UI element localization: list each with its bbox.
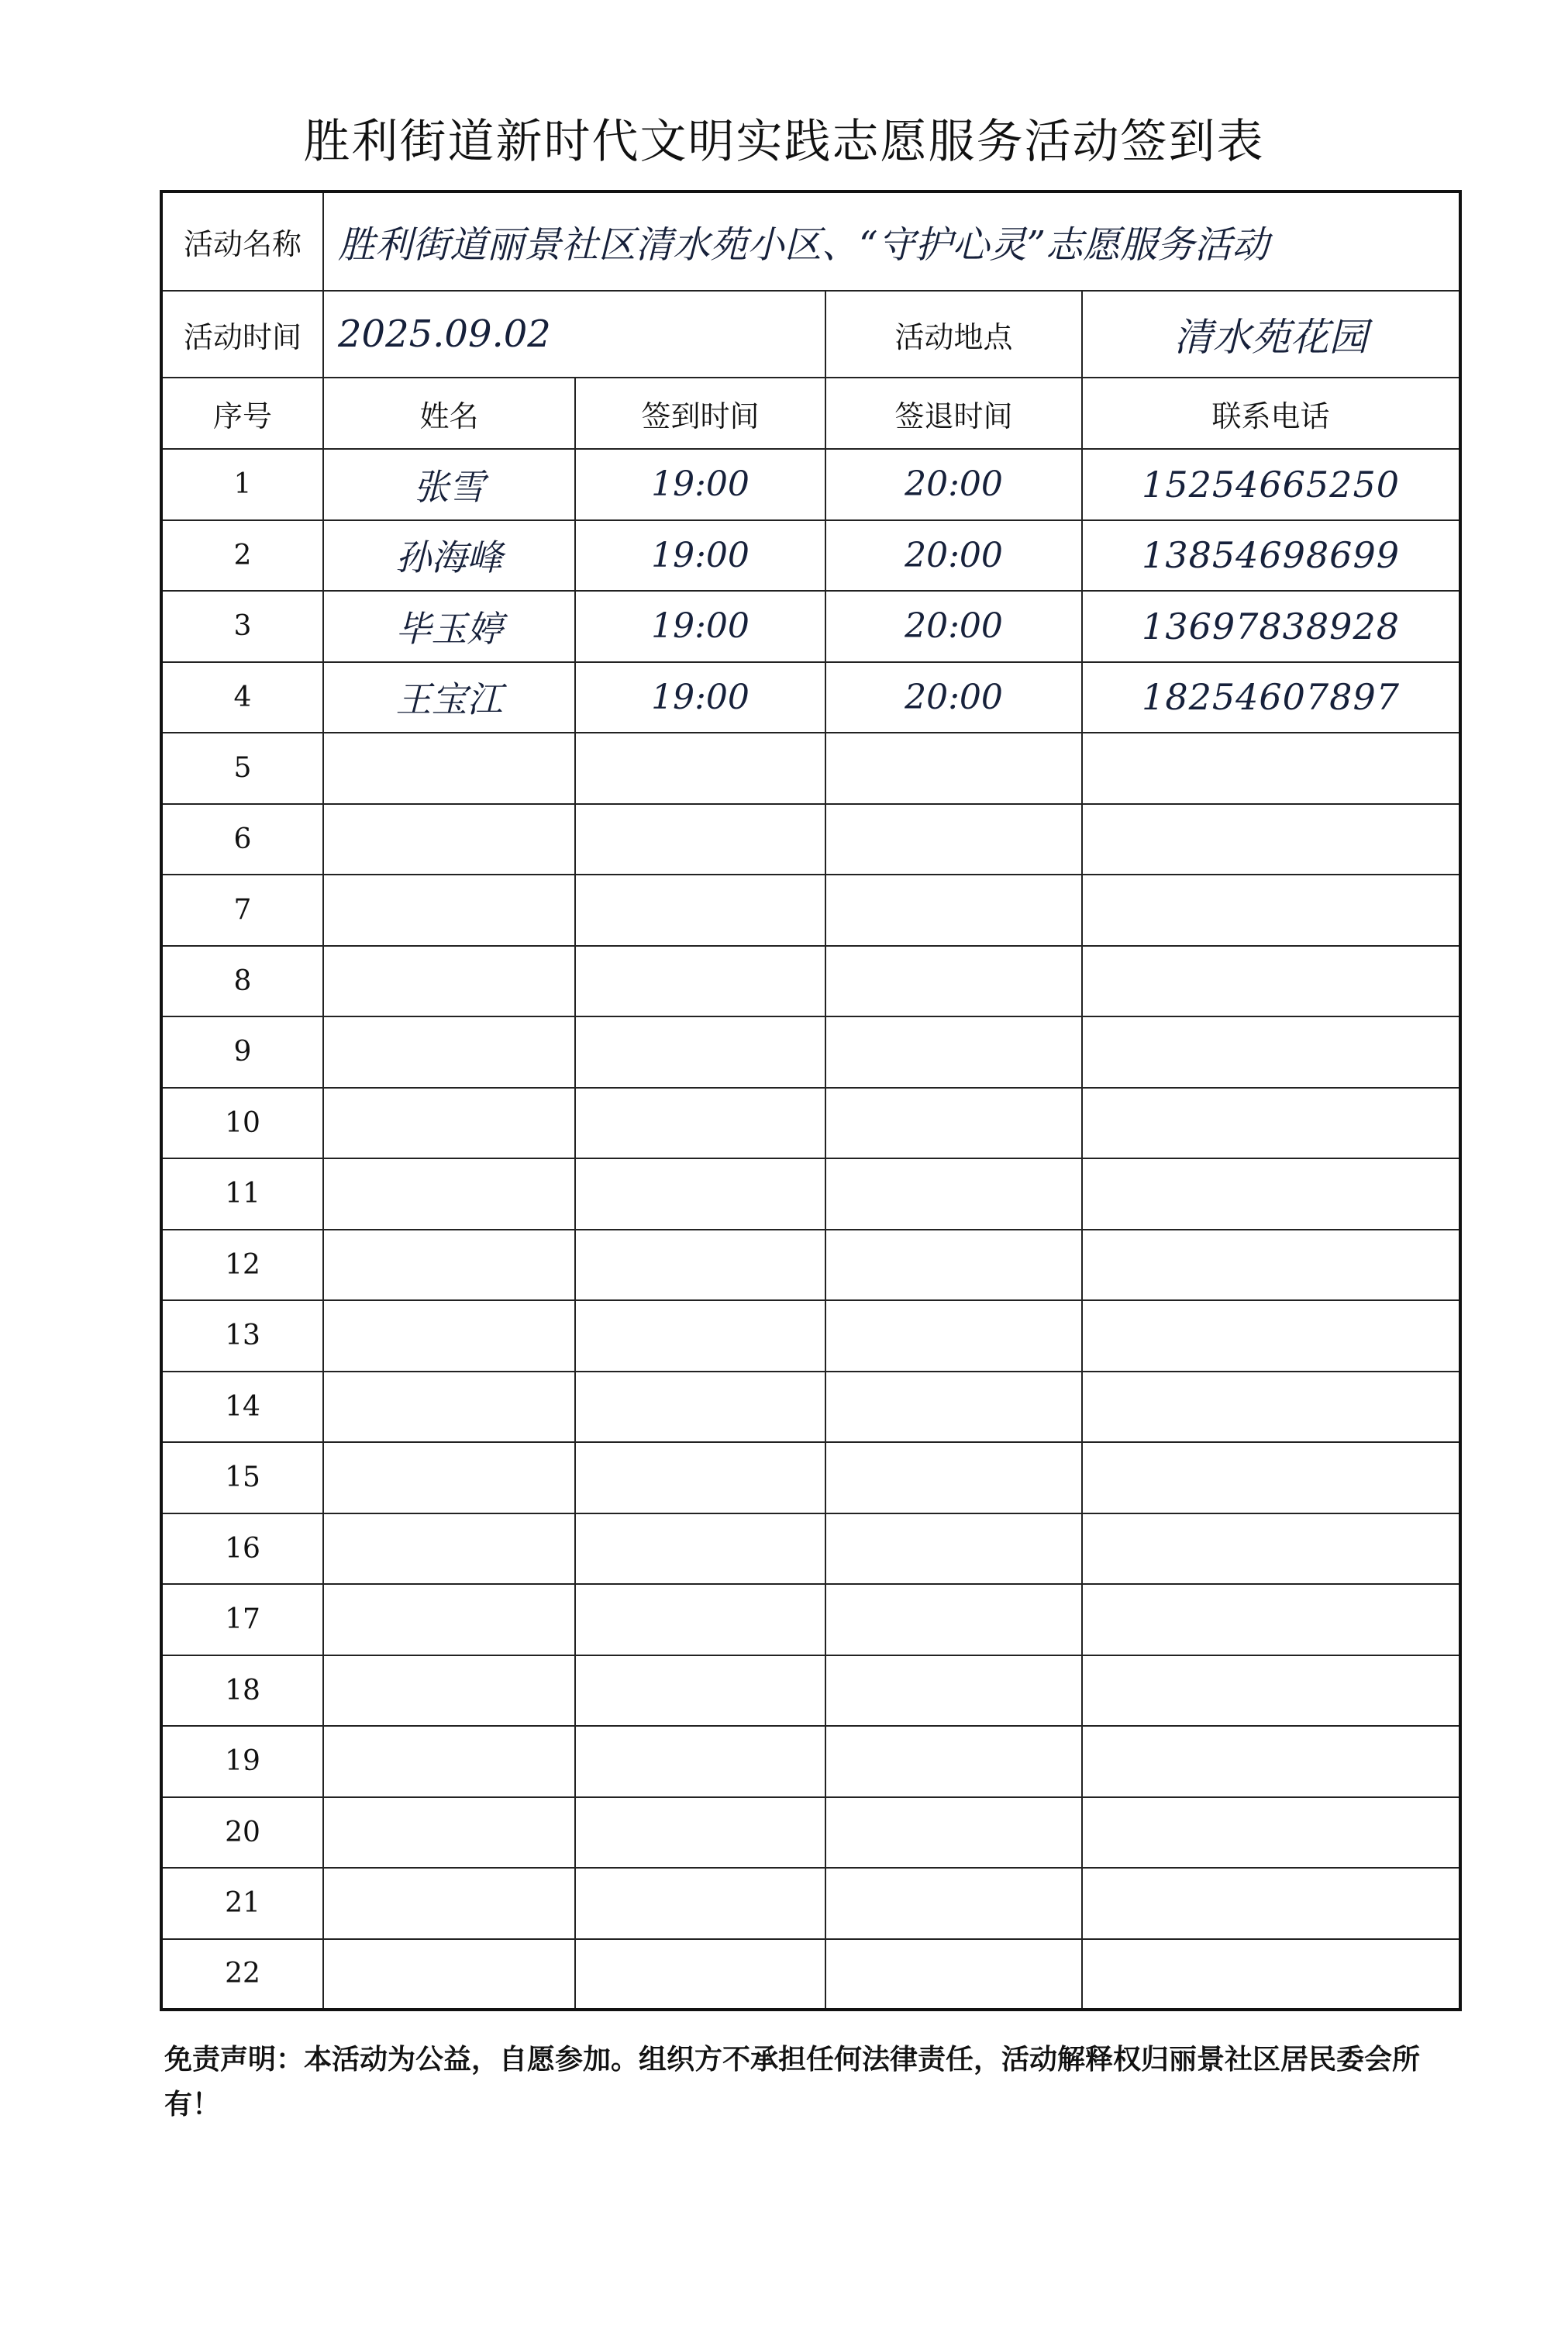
- row-number: 20: [161, 1797, 323, 1869]
- table-row: [161, 1016, 1460, 1088]
- row-checkin-time: [575, 1158, 825, 1230]
- row-name: [323, 946, 575, 1017]
- row-checkin-time: [575, 1513, 825, 1585]
- table-row: [161, 804, 1460, 875]
- table-row: [161, 946, 1460, 1017]
- row-checkout-time: [825, 1442, 1082, 1513]
- table-row: [161, 1868, 1460, 1939]
- row-name: [323, 1230, 575, 1301]
- col-checkin-header: 签到时间: [575, 378, 825, 449]
- row-checkout-time: [825, 733, 1082, 804]
- row-name: [323, 1726, 575, 1797]
- row-checkin-time: [575, 1016, 825, 1088]
- row-checkin-time: [575, 1726, 825, 1797]
- row-number: 15: [161, 1442, 323, 1513]
- row-checkout-time: 20:00: [825, 520, 1082, 592]
- row-number: 8: [161, 946, 323, 1017]
- row-number: 11: [161, 1158, 323, 1230]
- row-name: [323, 1584, 575, 1655]
- row-checkin-time: 19:00: [575, 662, 825, 733]
- row-name: [323, 804, 575, 875]
- row-name: [323, 1655, 575, 1727]
- row-checkout-time: [825, 1726, 1082, 1797]
- table-row: [161, 1300, 1460, 1372]
- row-checkin-time: [575, 1230, 825, 1301]
- row-phone: 18254607897: [1082, 662, 1460, 733]
- row-phone: 13854698699: [1082, 520, 1460, 592]
- row-phone: [1082, 1016, 1460, 1088]
- row-checkout-time: 20:00: [825, 662, 1082, 733]
- row-phone: [1082, 1797, 1460, 1869]
- row-phone: [1082, 1230, 1460, 1301]
- row-checkin-time: [575, 1300, 825, 1372]
- row-checkin-time: [575, 1372, 825, 1443]
- activity-place-label: 活动地点: [825, 291, 1082, 378]
- row-name: 王宝江: [323, 662, 575, 733]
- row-name: [323, 1158, 575, 1230]
- row-checkout-time: [825, 875, 1082, 946]
- activity-time-label: 活动时间: [161, 291, 323, 378]
- row-checkout-time: [825, 1088, 1082, 1159]
- row-name: 孙海峰: [323, 520, 575, 592]
- row-number: 14: [161, 1372, 323, 1443]
- row-number: 12: [161, 1230, 323, 1301]
- col-no-header: 序号: [161, 378, 323, 449]
- row-phone: 13697838928: [1082, 591, 1460, 662]
- row-name: [323, 1797, 575, 1869]
- row-phone: [1082, 1584, 1460, 1655]
- table-row: [161, 875, 1460, 946]
- row-name: [323, 1016, 575, 1088]
- row-number: 18: [161, 1655, 323, 1727]
- row-checkout-time: 20:00: [825, 591, 1082, 662]
- row-phone: [1082, 1513, 1460, 1585]
- row-checkout-time: [825, 1016, 1082, 1088]
- row-checkout-time: [825, 1230, 1082, 1301]
- row-checkin-time: [575, 875, 825, 946]
- row-checkout-time: [825, 946, 1082, 1017]
- form-title: 胜利街道新时代文明实践志愿服务活动签到表: [303, 115, 1265, 169]
- row-number: 17: [161, 1584, 323, 1655]
- row-phone: [1082, 1442, 1460, 1513]
- activity-place-value: 清水苑花园: [1082, 291, 1460, 378]
- row-checkin-time: [575, 1584, 825, 1655]
- row-number: 10: [161, 1088, 323, 1159]
- row-number: 4: [161, 662, 323, 733]
- row-phone: [1082, 1300, 1460, 1372]
- row-checkin-time: [575, 1939, 825, 2010]
- row-checkin-time: [575, 1088, 825, 1159]
- row-number: 9: [161, 1016, 323, 1088]
- row-name: 张雪: [323, 449, 575, 520]
- row-checkout-time: [825, 804, 1082, 875]
- table-row: [161, 1158, 1460, 1230]
- row-number: 2: [161, 520, 323, 592]
- row-name: [323, 1868, 575, 1939]
- table-row: [161, 591, 1460, 662]
- row-checkin-time: [575, 1655, 825, 1727]
- row-name: [323, 875, 575, 946]
- row-checkin-time: [575, 1797, 825, 1869]
- row-checkout-time: [825, 1939, 1082, 2010]
- column-header-row: [161, 378, 1460, 449]
- table-row: [161, 733, 1460, 804]
- row-checkout-time: [825, 1513, 1082, 1585]
- row-checkin-time: 19:00: [575, 520, 825, 592]
- row-phone: [1082, 875, 1460, 946]
- row-phone: [1082, 1158, 1460, 1230]
- row-checkout-time: [825, 1655, 1082, 1727]
- row-number: 19: [161, 1726, 323, 1797]
- row-checkout-time: [825, 1372, 1082, 1443]
- table-row: [161, 1513, 1460, 1585]
- row-phone: [1082, 1088, 1460, 1159]
- row-checkout-time: 20:00: [825, 449, 1082, 520]
- activity-name-row: [161, 192, 1460, 291]
- row-number: 16: [161, 1513, 323, 1585]
- row-name: [323, 733, 575, 804]
- row-checkin-time: [575, 1442, 825, 1513]
- table-row: [161, 1088, 1460, 1159]
- row-phone: [1082, 733, 1460, 804]
- row-number: 7: [161, 875, 323, 946]
- row-phone: [1082, 1726, 1460, 1797]
- row-phone: [1082, 946, 1460, 1017]
- table-row: [161, 662, 1460, 733]
- row-name: 毕玉婷: [323, 591, 575, 662]
- activity-name-value: 胜利街道丽景社区清水苑小区、“守护心灵”志愿服务活动: [323, 192, 1460, 291]
- row-phone: [1082, 1655, 1460, 1727]
- row-checkout-time: [825, 1300, 1082, 1372]
- activity-name-label: 活动名称: [161, 192, 323, 291]
- row-number: 21: [161, 1868, 323, 1939]
- row-phone: 15254665250: [1082, 449, 1460, 520]
- table-row: [161, 1939, 1460, 2010]
- row-checkin-time: [575, 946, 825, 1017]
- row-checkin-time: 19:00: [575, 591, 825, 662]
- row-number: 3: [161, 591, 323, 662]
- row-number: 13: [161, 1300, 323, 1372]
- row-checkin-time: [575, 804, 825, 875]
- table-row: [161, 449, 1460, 520]
- signin-table: [160, 190, 1462, 2011]
- table-row: [161, 520, 1460, 592]
- table-row: [161, 1584, 1460, 1655]
- row-checkout-time: [825, 1797, 1082, 1869]
- row-checkin-time: [575, 733, 825, 804]
- table-row: [161, 1726, 1460, 1797]
- row-phone: [1082, 1868, 1460, 1939]
- row-checkout-time: [825, 1868, 1082, 1939]
- row-number: 5: [161, 733, 323, 804]
- row-name: [323, 1442, 575, 1513]
- table-row: [161, 1655, 1460, 1727]
- row-checkin-time: [575, 1868, 825, 1939]
- row-checkout-time: [825, 1584, 1082, 1655]
- activity-time-value: 2025.09.02: [323, 291, 825, 378]
- row-phone: [1082, 1372, 1460, 1443]
- row-name: [323, 1088, 575, 1159]
- row-name: [323, 1513, 575, 1585]
- row-number: 6: [161, 804, 323, 875]
- row-number: 1: [161, 449, 323, 520]
- table-row: [161, 1372, 1460, 1443]
- row-name: [323, 1300, 575, 1372]
- row-checkout-time: [825, 1158, 1082, 1230]
- row-phone: [1082, 1939, 1460, 2010]
- row-checkin-time: 19:00: [575, 449, 825, 520]
- row-phone: [1082, 804, 1460, 875]
- col-name-header: 姓名: [323, 378, 575, 449]
- row-name: [323, 1939, 575, 2010]
- table-row: [161, 1442, 1460, 1513]
- row-name: [323, 1372, 575, 1443]
- table-row: [161, 1797, 1460, 1869]
- table-row: [161, 1230, 1460, 1301]
- disclaimer: 免责声明：本活动为公益，自愿参加。组织方不承担任何法律责任，活动解释权归丽景社区居民委会所有！: [164, 2044, 1421, 2121]
- activity-time-row: [161, 291, 1460, 378]
- col-phone-header: 联系电话: [1082, 378, 1460, 449]
- row-number: 22: [161, 1939, 323, 2010]
- col-checkout-header: 签退时间: [825, 378, 1082, 449]
